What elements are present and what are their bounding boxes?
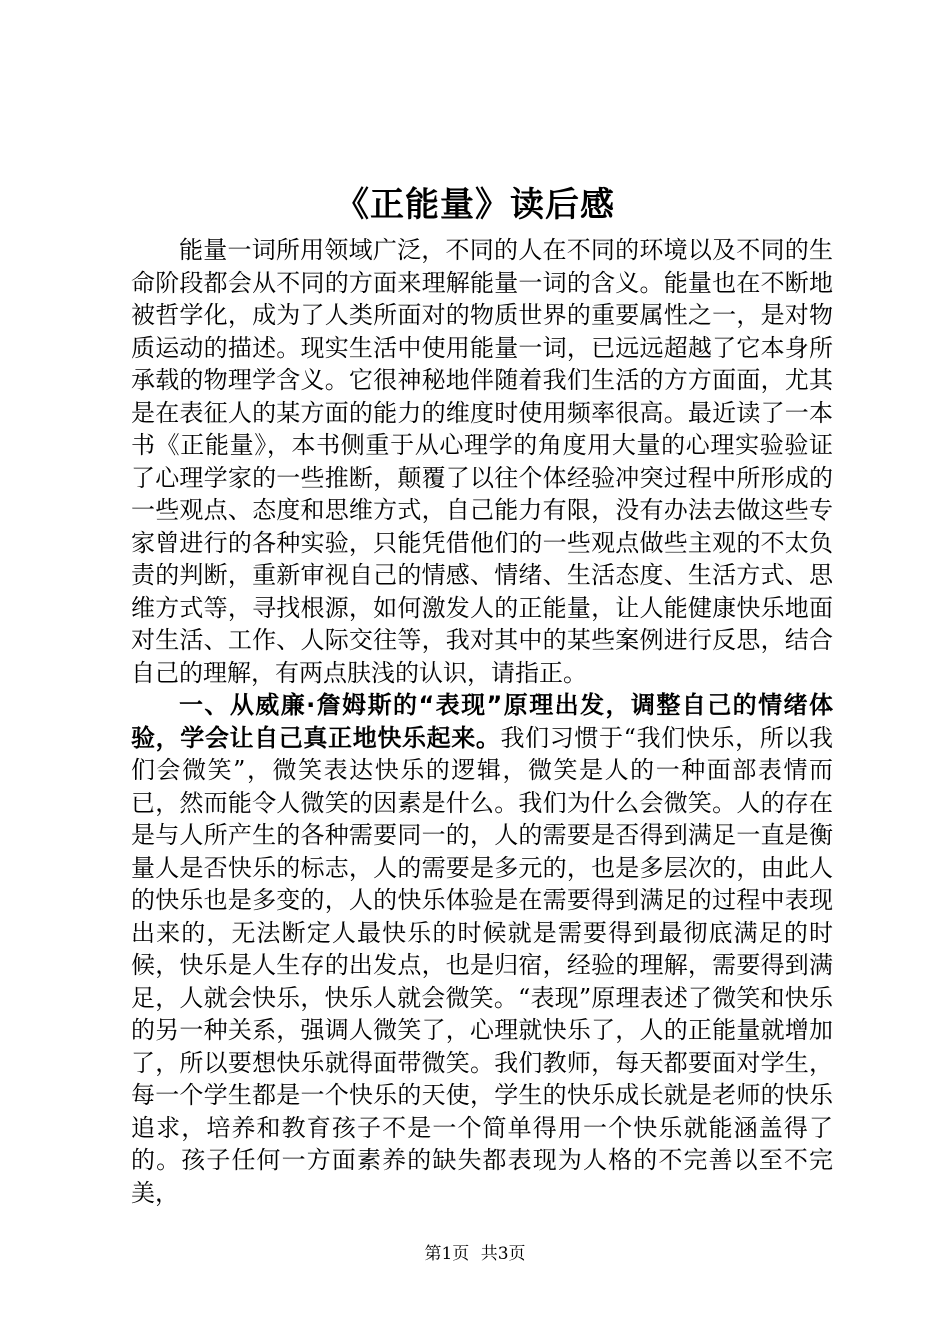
document-body <box>131 234 833 1209</box>
intro-paragraph: 能量一词所用领域广泛，不同的人在不同的环境以及不同的生命阶段都会从不同的方面来理解能量一词的含义。能量也在不断地被哲学化，成为了人类所面对的物质世界的重要属性之一，是对物质运动的描述。现实生活中使用能量一词，已远远超越了它本身所承载的物理学含义。它很神秘地伴随着我们生活的方方面面，尤其是在表征人的某方面的能力的维度时使用频率很高。最近读了一本书《正能量》，本书侧重于从心理学的角度用大量的心理实验验证了心理学家的一些推断，颠覆了以往个体经验冲突过程中所形成的一些观点、态度和思维方式，自己能力有限，没有办法去做这些专家曾进行的各种实验，只能凭借他们的一些观点做些主观的不太负责的判断，重新审视自己的情感、情绪、生活态度、生活方式、思维方式等，寻找根源，如何激发人的正能量，让人能健康快乐地面对生活、工作、人际交往等，我对其中的某些案例进行反思，结合自己的理解，有两点肤浅的认识，请指正。 <box>131 236 833 687</box>
page-number: 第1页 <box>424 1244 470 1264</box>
section-1-paragraph <box>131 689 833 1209</box>
document-title: 《正能量》读后感 <box>335 185 615 225</box>
section-1-text: 我们习惯于“我们快乐，所以我们会微笑”，微笑表达快乐的逻辑，微笑是人的一种面部表情而已，然而能令人微笑的因素是什么。我们为什么会微笑。人的存在是与人所产生的各种需要同一的，人的需要是否得到满足一直是衡量人是否快乐的标志，人的需要是多元的，也是多层次的，由此人的快乐也是多变的，人的快乐体验是在需要得到满足的过程中表现出来的，无法断定人最快乐的时候就是需要得到最彻底满足的时候，快乐是人生存的出发点，也是归宿，经验的理解，需要得到满足，人就会快乐，快乐人就会微笑。“表现”原理表述了微笑和快乐的另一种关系，强调人微笑了，心理就快乐了，人的正能量就增加了，所以要想快乐就得面带微笑。我们教师，每天都要面对学生，每一个学生都是一个快乐的天使，学生的快乐成长就是老师的快乐追求，培养和教育孩子不是一个简单得用一个快乐就能涵盖得了的。孩子任何一方面素养的缺失都表现为人格的不完善以至不完美， <box>131 723 833 1207</box>
page-footer <box>0 1243 950 1265</box>
section-1-heading: 一、从威廉·詹姆斯的“表现”原理出发，调整自己的情绪体验，学会让自己真正地快乐起来。 <box>131 691 833 752</box>
page-total: 共3页 <box>480 1244 526 1264</box>
